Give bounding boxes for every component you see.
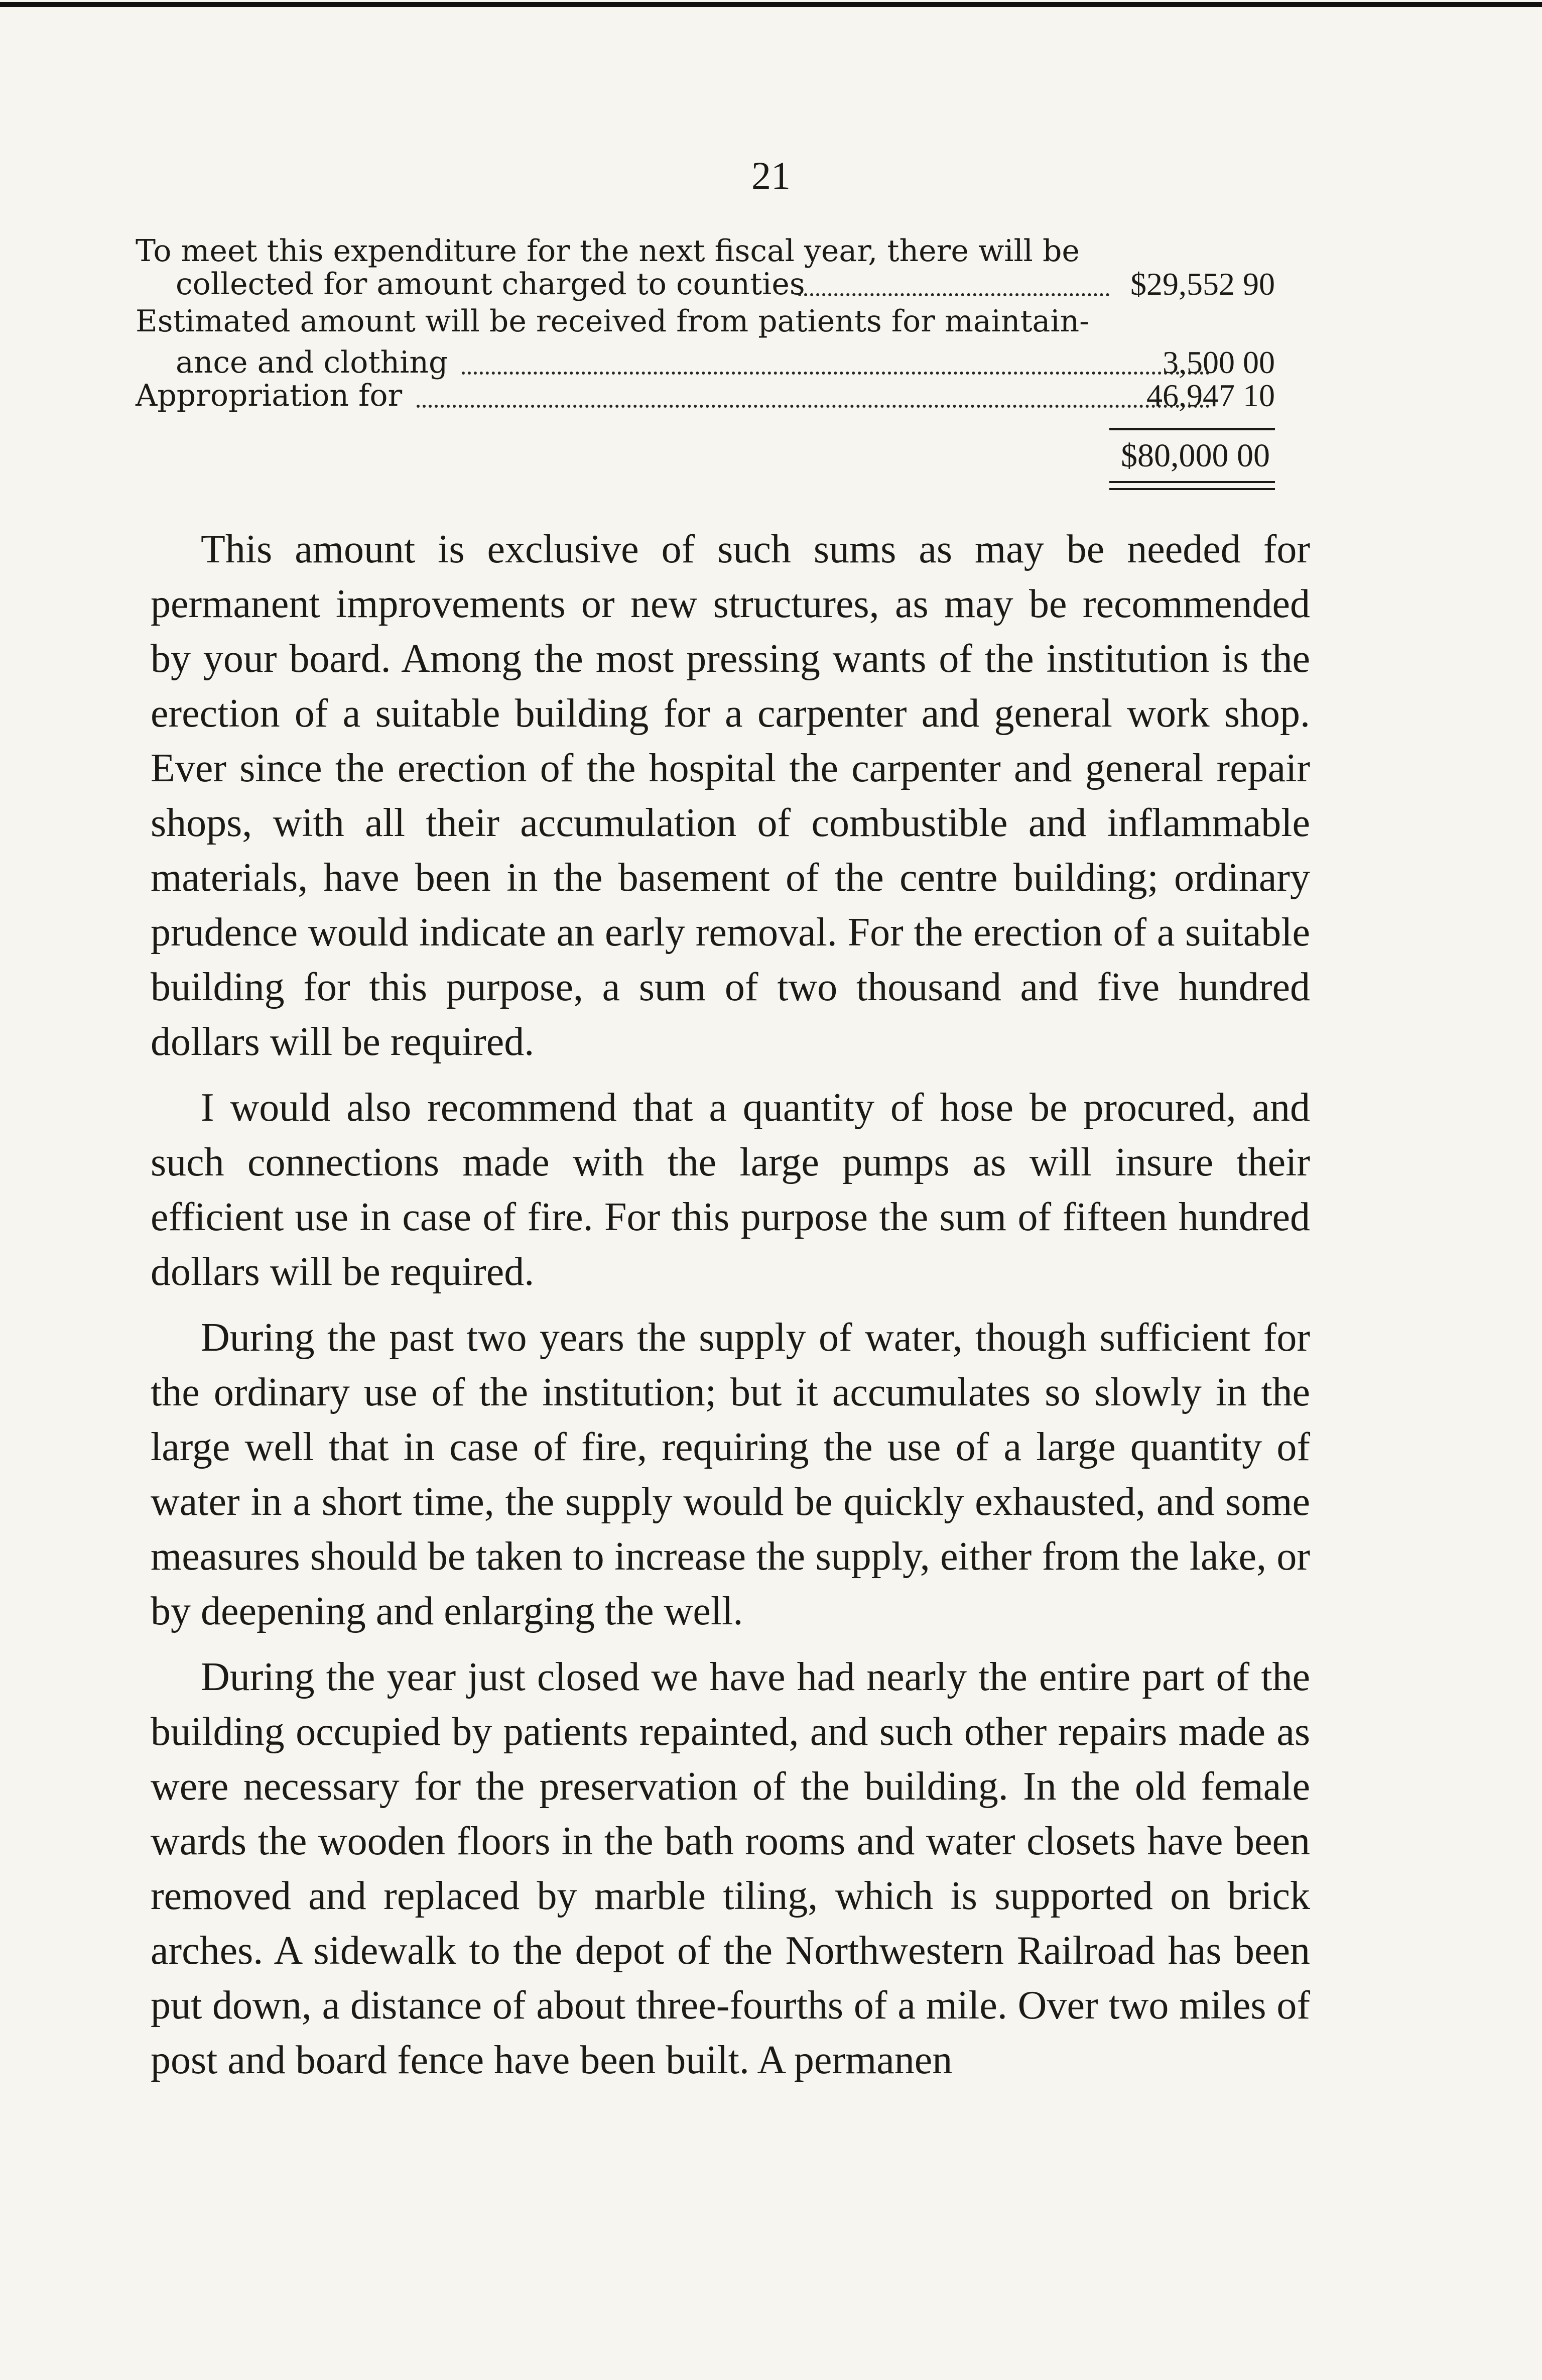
ledger-row-text: Appropriation for <box>136 378 403 413</box>
page-number: 21 <box>751 154 791 197</box>
ledger-row-text: Estimated amount will be received from patients for maintain- <box>136 304 1090 339</box>
sum-rule <box>1109 428 1275 430</box>
ledger-amount: 3,500 00 <box>1163 344 1275 380</box>
ledger-amount: 46,947 10 <box>1146 378 1275 413</box>
body-text <box>151 522 1310 2088</box>
ledger-amount: $29,552 90 <box>1130 266 1275 302</box>
ledger-row <box>136 264 1290 304</box>
dot-leader <box>417 405 1210 408</box>
total-double-rule-top <box>1109 481 1275 483</box>
top-border-rule <box>0 2 1542 7</box>
dot-leader <box>462 372 1210 375</box>
ledger-row-text: To meet this expenditure for the next fiscal year, there will be <box>136 233 1080 269</box>
ledger-row-text: ance and clothing <box>176 345 448 380</box>
paragraph: This amount is exclusive of such sums as may be needed for permanent improvements or new structures, as may be recommended by your board. Among the most pressing wants of the institution is the erection of a suitable building for a carpenter and general work shop. Ever since the erection of the hospital the carpenter and general repair shops, with all their accumulation of combustible and inflammable materials, have been in the basement of the centre building; ordinary prudence would indicate an early removal. For the erection of a suitable building for this purpose, a sum of two thousand and five hundred dollars will be required. <box>151 527 1310 1064</box>
dot-leader <box>798 293 1109 296</box>
ledger-row-text: collected for amount charged to counties <box>176 267 805 302</box>
ledger-total: $80,000 00 <box>1121 437 1270 474</box>
paragraph: During the year just closed we have had nearly the entire part of the building occupied by patients repainted, and such other repairs made as were necessary for the preservation of the building. In the old female wards the wooden floors in the bath rooms and water closets have been removed and replaced by marble tiling, which is supported on brick arches. A sidewalk to the depot of the Northwestern Railroad has been put down, a distance of about three-fourths of a mile. Over two miles of post and board fence have been built. A permanen <box>151 1655 1310 2082</box>
paragraph: I would also recommend that a quantity of hose be procured, and such connections made with the large pumps as will insure their efficient use in case of fire. For this purpose the sum of fifteen hundred dollars will be required. <box>151 1086 1310 1294</box>
ledger-row <box>136 376 1290 416</box>
ledger-row <box>136 301 1290 341</box>
paragraph: During the past two years the supply of water, though sufficient for the ordinary use of the institution; but it accumulates so slowly in the large well that in case of fire, requiring the use of a large quantity of water in a short time, the supply would be quickly exhausted, and some measures should be taken to increase the supply, either from the lake, or by deepening and enlarging the well. <box>151 1316 1310 1633</box>
total-double-rule-bottom <box>1109 488 1275 490</box>
